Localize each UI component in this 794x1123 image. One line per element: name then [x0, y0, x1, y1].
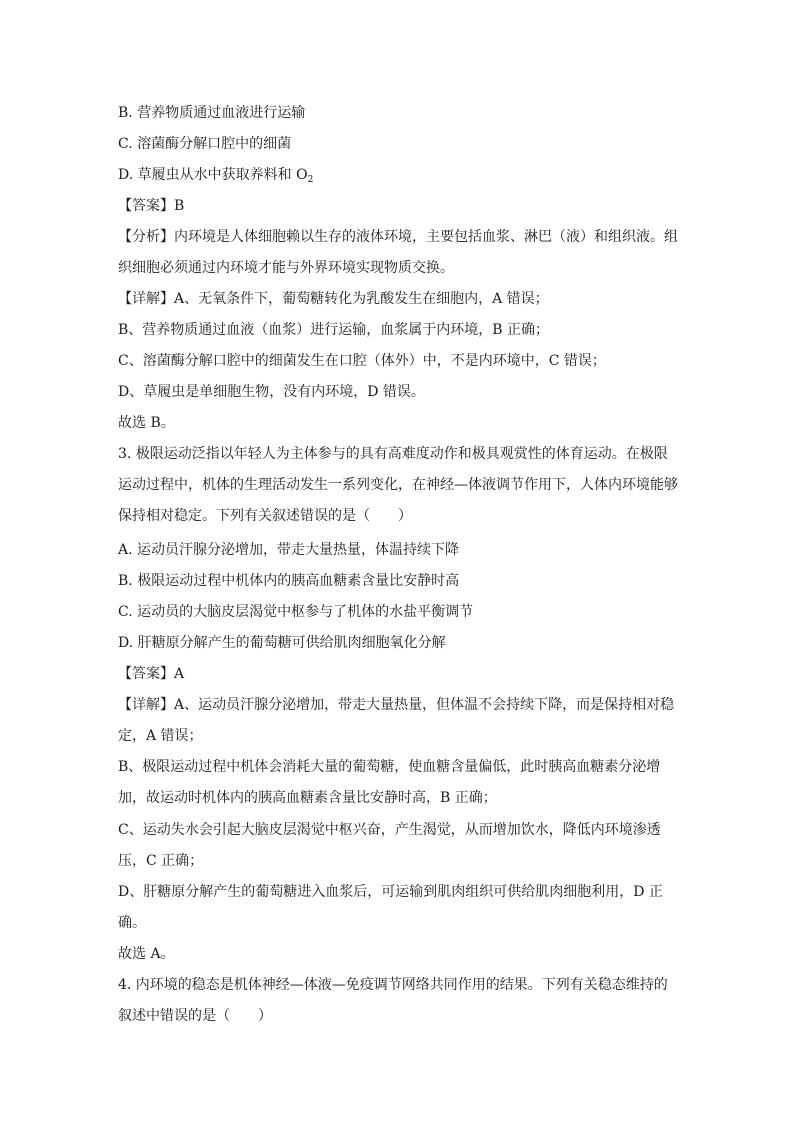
q2-analysis — [118, 222, 678, 284]
detail-text: A、运动员汗腺分泌增加，带走大量热量，但体温不会持续下降，而是保持相对稳定，A 错误； — [118, 697, 675, 744]
q3-conclusion: 故选 A。 — [118, 946, 175, 962]
q3-detail-a — [118, 690, 678, 752]
q3-option-d: D. 肝糖原分解产生的葡萄糖可供给肌肉细胞氧化分解 — [118, 635, 446, 651]
q2-detail-a — [118, 289, 549, 309]
answer-value: B — [174, 198, 185, 214]
detail-label: 【详解】 — [118, 291, 174, 307]
q2-option-c: C. 溶菌酶分解口腔中的细菌 — [118, 136, 292, 152]
analysis-label: 【分析】 — [118, 229, 174, 245]
q3-detail-b: B、极限运动过程中机体会消耗大量的葡萄糖，使血糖含量偏低，此时胰高血糖素分泌增加，故运动时机体内的胰高血糖素含量比安静时高，B 正确； — [118, 759, 661, 806]
q2-option-d-text: D. 草履虫从水中获取养料和 O — [118, 167, 308, 183]
q3-option-a: A. 运动员汗腺分泌增加，带走大量热量，体温持续下降 — [118, 542, 460, 558]
q2-detail-c: C、溶菌酶分解口腔中的细菌发生在口腔（体外）中，不是内环境中，C 错误； — [118, 353, 606, 369]
q2-detail-b: B、营养物质通过血液（血浆）进行运输，血浆属于内环境，B 正确； — [118, 322, 550, 338]
detail-text: A、无氧条件下，葡萄糖转化为乳酸发生在细胞内，A 错误； — [174, 291, 549, 307]
detail-label: 【详解】 — [118, 697, 174, 713]
q3-answer — [118, 664, 184, 684]
answer-label: 【答案】 — [118, 666, 174, 682]
q3-stem: 3. 极限运动泛指以年轻人为主体参与的具有高难度动作和极具观赏性的体育运动。在极限运动过程中，机体的生理活动发生一系列变化，在神经—体液调节作用下，人体内环境能够保持相对稳定。下列有关叙述错误的是（ ） — [118, 446, 678, 524]
q2-option-d-subscript: 2 — [307, 175, 314, 185]
q2-detail-d: D、草履虫是单细胞生物，没有内环境，D 错误。 — [118, 384, 425, 400]
q4-stem: 4. 内环境的稳态是机体神经—体液—免疫调节网络共同作用的结果。下列有关稳态维持的叙述中错误的是（ ） — [118, 977, 668, 1024]
q3-detail-d: D、肝糖原分解产生的葡萄糖进入血浆后，可运输到肌肉组织可供给肌肉细胞利用，D 正确。 — [118, 884, 663, 931]
q2-conclusion: 故选 B。 — [118, 415, 175, 431]
q2-option-b: B. 营养物质通过血液进行运输 — [118, 105, 306, 121]
answer-label: 【答案】 — [118, 198, 174, 214]
q2-option-d — [118, 165, 313, 185]
q2-answer — [118, 196, 184, 216]
q3-option-c: C. 运动员的大脑皮层渴觉中枢参与了机体的水盐平衡调节 — [118, 604, 474, 620]
q3-option-b: B. 极限运动过程中机体内的胰高血糖素含量比安静时高 — [118, 573, 460, 589]
answer-value: A — [174, 666, 185, 682]
analysis-text: 内环境是人体细胞赖以生存的液体环境，主要包括血浆、淋巴（液）和组织液。组织细胞必须通过内环境才能与外界环境实现物质交换。 — [118, 229, 678, 276]
q3-detail-c: C、运动失水会引起大脑皮层渴觉中枢兴奋，产生渴觉，从而增加饮水，降低内环境渗透压，C 正确； — [118, 822, 661, 869]
